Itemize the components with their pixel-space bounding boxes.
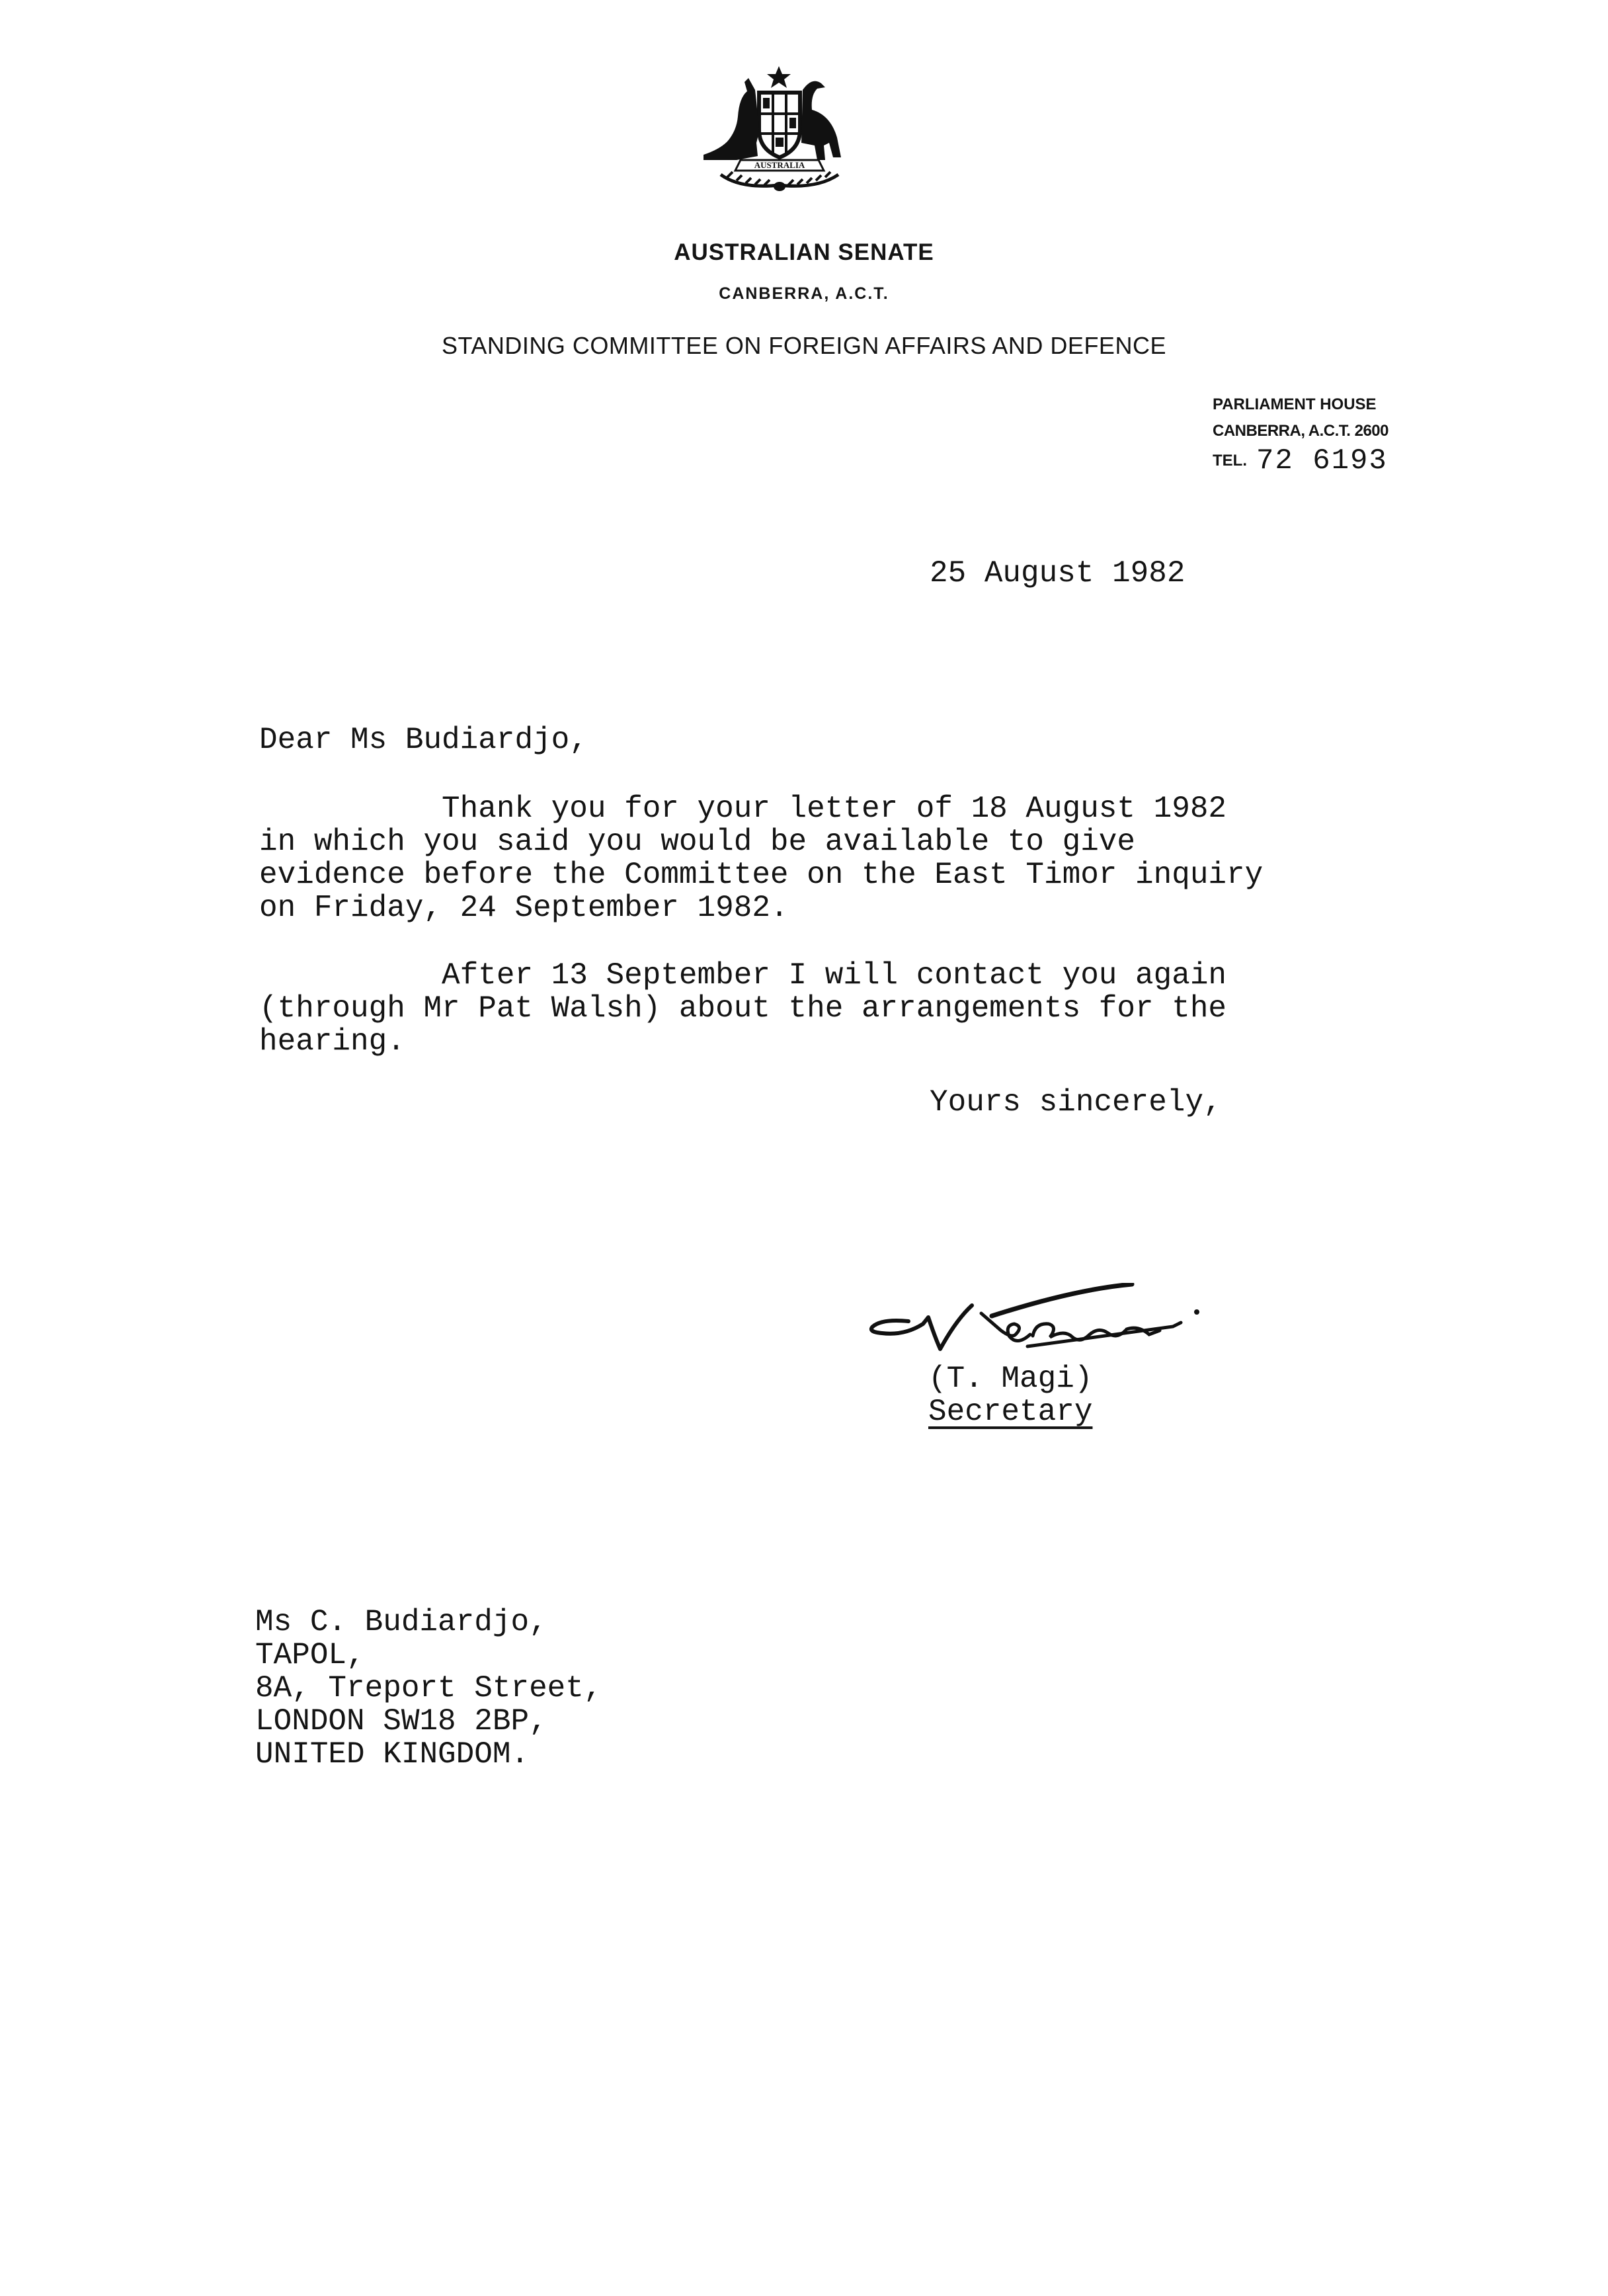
- closing: Yours sincerely,: [930, 1085, 1222, 1120]
- address-line-1: PARLIAMENT HOUSE: [1213, 395, 1377, 413]
- telephone: [1213, 444, 1388, 477]
- crest-banner-text: AUSTRALIA: [754, 160, 805, 170]
- telephone-number: 72 6193: [1256, 444, 1388, 477]
- signatory-title: Secretary: [928, 1395, 1093, 1429]
- signatory-name: (T. Magi): [928, 1362, 1093, 1396]
- salutation: Dear Ms Budiardjo,: [259, 723, 588, 757]
- body-paragraph-1: Thank you for your letter of 18 August 1982 in which you said you would be available to give evidence before the Committee on the East Timor inquiry on Friday, 24 September 1982.: [259, 792, 1264, 925]
- coat-of-arms-icon: [701, 63, 860, 196]
- organization-city: CANBERRA, A.C.T.: [719, 284, 889, 303]
- body-paragraph-2: After 13 September I will contact you again (through Mr Pat Walsh) about the arrangements for the hearing.: [259, 958, 1227, 1059]
- committee-name: STANDING COMMITTEE ON FOREIGN AFFAIRS AND DEFENCE: [442, 332, 1166, 359]
- address-line-2: CANBERRA, A.C.T. 2600: [1213, 422, 1389, 440]
- telephone-label: TEL.: [1213, 452, 1247, 470]
- recipient-address: Ms C. Budiardjo, TAPOL, 8A, Treport Street, LONDON SW18 2BP, UNITED KINGDOM.: [255, 1605, 602, 1772]
- letter-date: 25 August 1982: [930, 556, 1186, 591]
- organization-name: AUSTRALIAN SENATE: [674, 239, 934, 265]
